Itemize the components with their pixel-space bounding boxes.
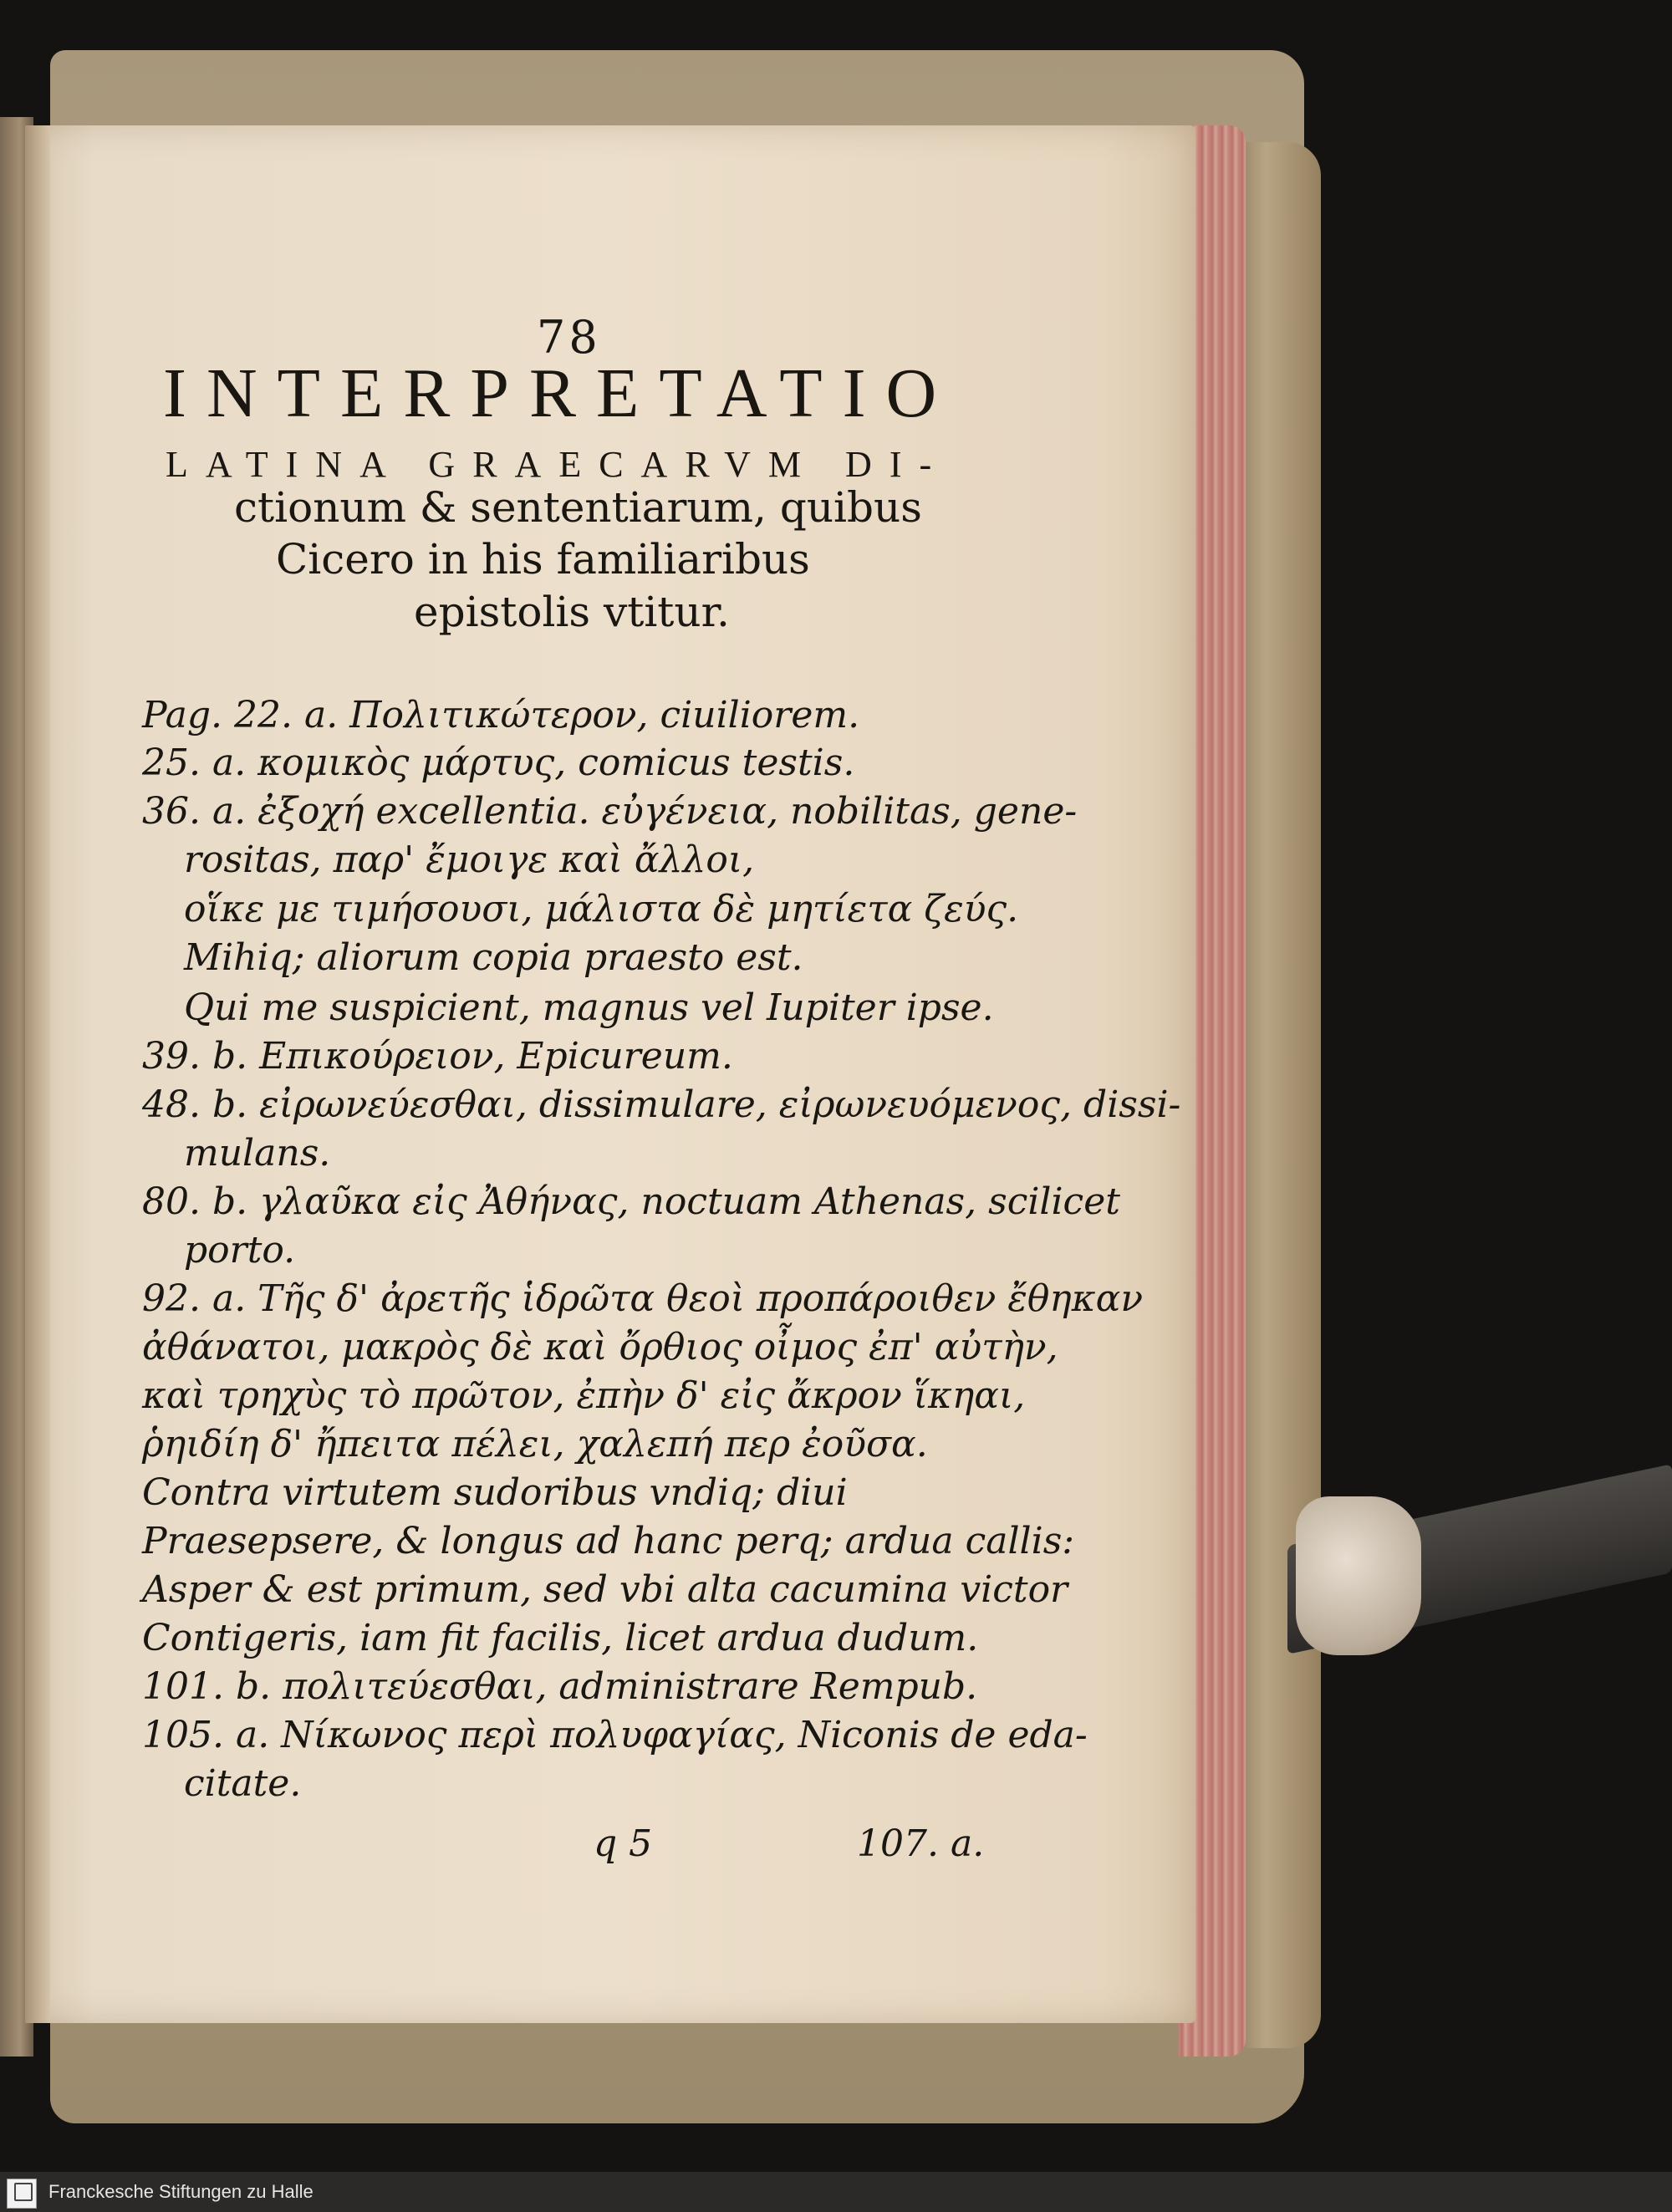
entry-line: 48. b. εἰρωνεύεσθαι, dissimulare, εἰρωνευόμενος, dissi- — [142, 1083, 1181, 1126]
entry-line: καὶ τρηχὺς τὸ πρῶτον, ἐπὴν δ' εἰς ἄκρον ἵκηαι, — [142, 1374, 1026, 1417]
heading-line-2: LATINA GRAECARVM DI- — [166, 444, 950, 485]
entry-line: Qui me suspicient, magnus vel Iupiter ipse. — [184, 986, 994, 1029]
book-page — [25, 125, 1195, 2023]
entry-line: οἵκε με τιμήσουσι, μάλιστα δὲ μητίετα ζεύς. — [184, 888, 1019, 930]
entry-line: Asper & est primum, sed vbi alta cacumina victor — [142, 1568, 1068, 1611]
entry-line: citate. — [184, 1762, 302, 1805]
clasp-leather — [1296, 1496, 1421, 1655]
entry-line: 39. b. Επικούρειον, Epicureum. — [142, 1035, 733, 1078]
heading-line-4: Cicero in his familiaribus — [276, 535, 810, 584]
entry-line: Pag. 22. a. Πολιτικώτερον, ciuiliorem. — [142, 694, 860, 736]
footer-text: Franckesche Stiftungen zu Halle — [48, 2181, 314, 2202]
entry-line: Praesepsere, & longus ad hanc perq; ardua callis: — [142, 1520, 1075, 1562]
entry-line: mulans. — [184, 1132, 331, 1175]
entry-line: ἀθάνατοι, μακρὸς δὲ καὶ ὄρθιος οἶμος ἐπ' αὐτὴν, — [142, 1326, 1058, 1368]
page-gutter — [25, 125, 50, 2023]
entry-line: 92. a. Τῆς δ' ἀρετῆς ἱδρῶτα θεοὶ προπάροιθεν ἔθηκαν — [142, 1277, 1144, 1320]
heading-line-5: epistolis vtitur. — [414, 588, 730, 636]
entry-line: 36. a. ἐξοχή excellentia. εὐγένεια, nobilitas, gene- — [142, 790, 1078, 833]
catchword: 107. a. — [857, 1822, 985, 1865]
heading-line-1: INTERPRETATIO — [163, 354, 957, 432]
entry-line: Contra virtutem sudoribus vndiq; diui — [142, 1471, 848, 1514]
entry-line: porto. — [184, 1229, 296, 1272]
entry-line: 101. b. πολιτεύεσθαι, administrare Rempub. — [142, 1665, 978, 1708]
library-logo-icon — [7, 2179, 37, 2209]
entry-line: Mihiq; aliorum copia praesto est. — [184, 936, 803, 979]
signature-mark: q 5 — [594, 1822, 653, 1865]
entry-line: rositas, παρ' ἔμοιγε καὶ ἄλλοι, — [184, 838, 755, 881]
entry-line: ῥηιδίη δ' ἤπειτα πέλει, χαλεπή περ ἐοῦσα. — [142, 1423, 928, 1465]
heading-line-3: ctionum & sententiarum, quibus — [234, 483, 922, 532]
entry-line: 25. a. κομικὸς μάρτυς, comicus testis. — [142, 742, 855, 784]
footer-bar — [0, 2172, 1672, 2212]
page-number: 78 — [537, 311, 601, 364]
entry-line: 105. a. Νίκωνος περὶ πολυφαγίας, Niconis de eda- — [142, 1714, 1088, 1756]
entry-line: Contigeris, iam fit facilis, licet ardua dudum. — [142, 1617, 979, 1659]
entry-line: 80. b. γλαῦκα εἰς Ἀθήνας, noctuam Athenas, scilicet — [142, 1180, 1120, 1223]
